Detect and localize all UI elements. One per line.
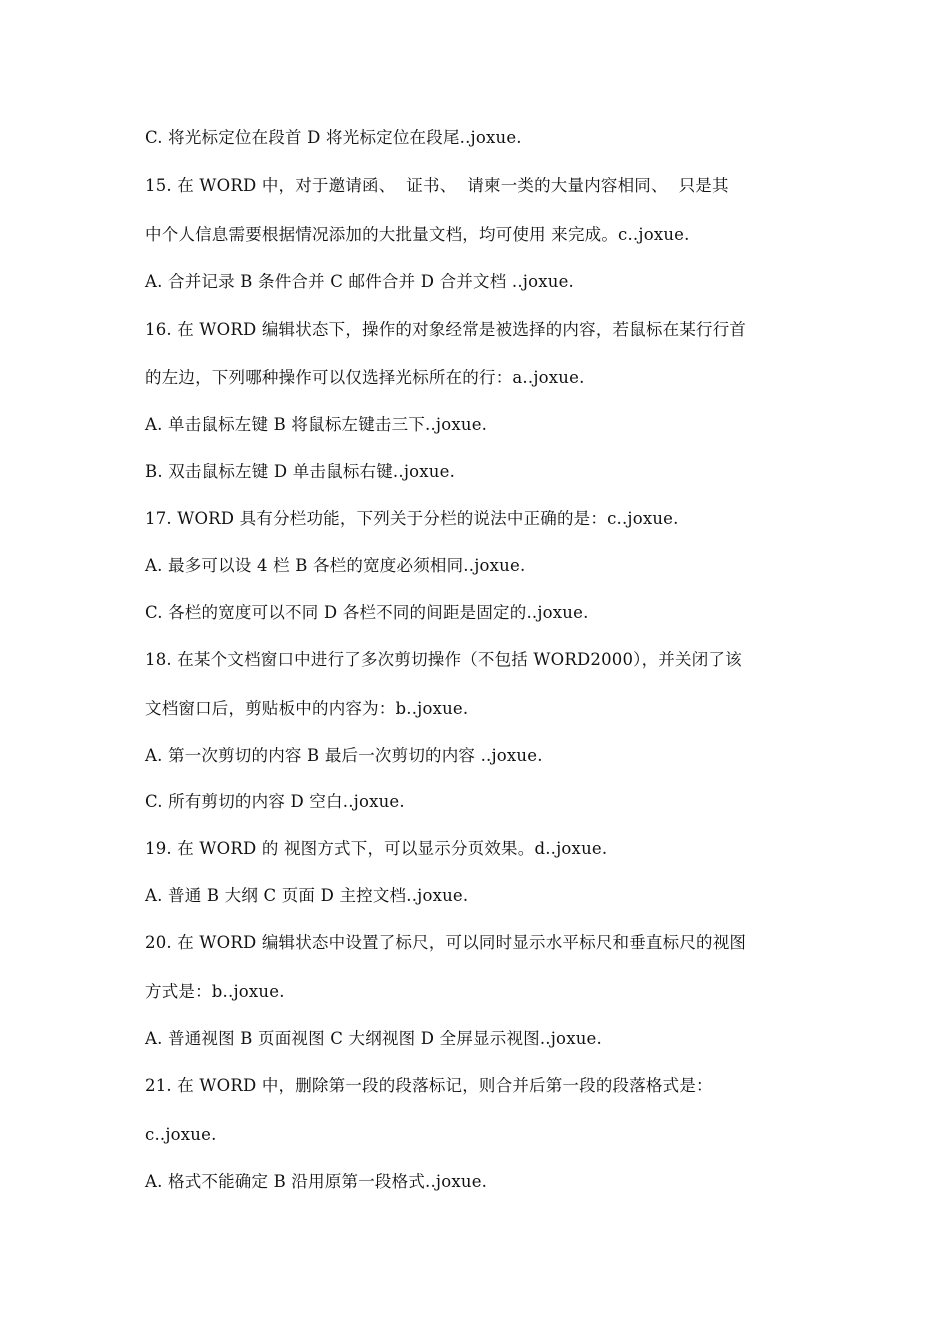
text-line: 21. 在 WORD 中，删除第一段的段落标记，则合并后第一段的段落格式是： — [145, 1076, 713, 1095]
text-line: 15. 在 WORD 中，对于邀请函、 证书、 请柬一类的大量内容相同、 只是其 — [145, 176, 729, 195]
text-line: c..joxue. — [145, 1125, 217, 1144]
text-line: A. 格式不能确定 B 沿用原第一段格式..joxue. — [145, 1172, 488, 1191]
text-line: B. 双击鼠标左键 D 单击鼠标右键..joxue. — [145, 462, 456, 481]
text-line: 文档窗口后，剪贴板中的内容为：b..joxue. — [145, 699, 469, 718]
text-line: 20. 在 WORD 编辑状态中设置了标尺，可以同时显示水平标尺和垂直标尺的视图 — [145, 933, 747, 952]
text-line: 方式是：b..joxue. — [145, 982, 285, 1001]
text-line: 中个人信息需要根据情况添加的大批量文档，均可使用 来完成。c..joxue. — [145, 225, 690, 244]
text-line: A. 合并记录 B 条件合并 C 邮件合并 D 合并文档 ..joxue. — [145, 272, 574, 291]
text-line: A. 最多可以设 4 栏 B 各栏的宽度必须相同..joxue. — [145, 556, 526, 575]
text-line: 的左边，下列哪种操作可以仅选择光标所在的行：a..joxue. — [145, 368, 585, 387]
text-line: 19. 在 WORD 的 视图方式下，可以显示分页效果。d..joxue. — [145, 839, 608, 858]
text-line: 18. 在某个文档窗口中进行了多次剪切操作（不包括 WORD2000），并关闭了该 — [145, 650, 742, 669]
text-line: A. 第一次剪切的内容 B 最后一次剪切的内容 ..joxue. — [145, 746, 543, 765]
text-line: A. 单击鼠标左键 B 将鼠标左键击三下..joxue. — [145, 415, 488, 434]
text-line: C. 各栏的宽度可以不同 D 各栏不同的间距是固定的..joxue. — [145, 603, 589, 622]
text-line: C. 所有剪切的内容 D 空白..joxue. — [145, 792, 405, 811]
text-line: A. 普通 B 大纲 C 页面 D 主控文档..joxue. — [145, 886, 469, 905]
text-line: C. 将光标定位在段首 D 将光标定位在段尾..joxue. — [145, 128, 522, 147]
text-line: 17. WORD 具有分栏功能，下列关于分栏的说法中正确的是：c..joxue. — [145, 509, 679, 528]
text-line: 16. 在 WORD 编辑状态下，操作的对象经常是被选择的内容，若鼠标在某行行首 — [145, 320, 747, 339]
text-line: A. 普通视图 B 页面视图 C 大纲视图 D 全屏显示视图..joxue. — [145, 1029, 602, 1048]
